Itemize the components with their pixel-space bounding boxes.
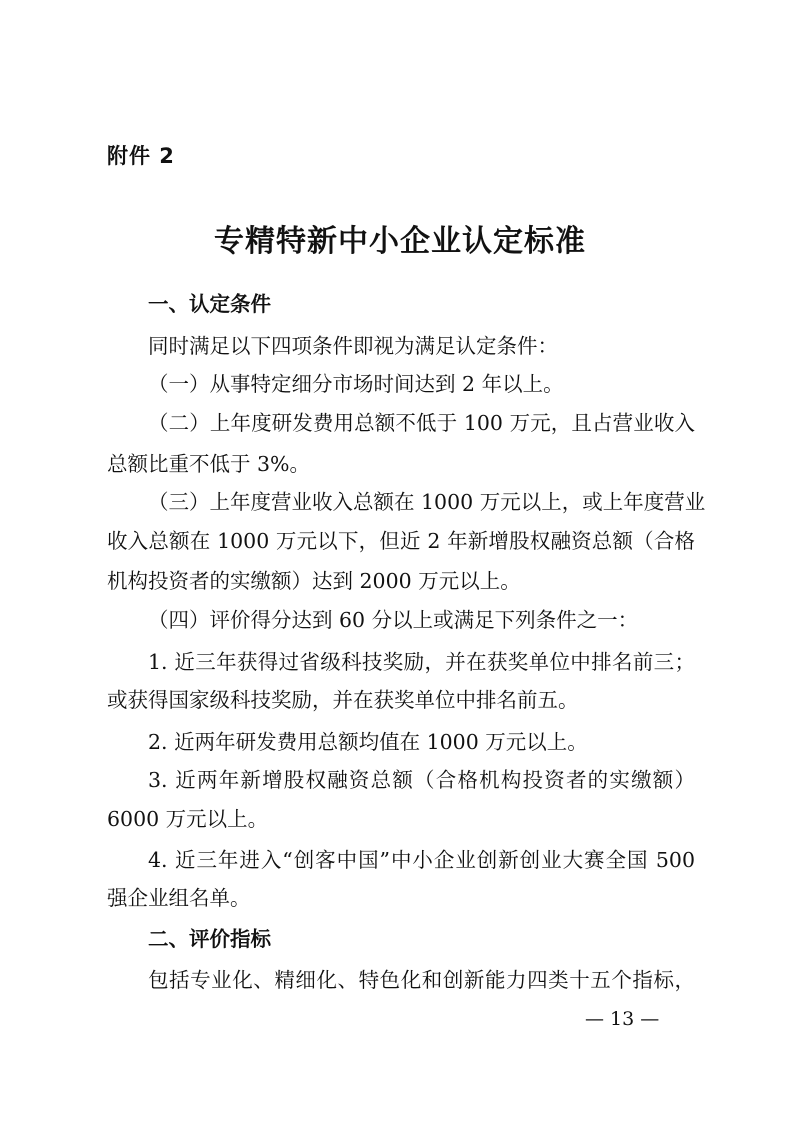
condition-4: （四）评价得分达到 60 分以上或满足下列条件之一：	[148, 608, 639, 632]
condition-2-line-2: 总额比重不低于 3%。	[107, 452, 311, 476]
sub-condition-1-line-1: 1. 近三年获得过省级科技奖励，并在获奖单位中排名前三；	[148, 650, 695, 674]
section-heading-indicators: 二、评价指标	[148, 927, 271, 951]
sub-condition-3-line-2: 6000 万元以上。	[107, 807, 269, 831]
attachment-label: 附件 2	[107, 144, 175, 168]
condition-3-line-1: （三）上年度营业收入总额在 1000 万元以上，或上年度营业	[148, 490, 706, 514]
sub-condition-2: 2. 近两年研发费用总额均值在 1000 万元以上。	[148, 730, 588, 754]
sub-condition-4-line-2: 强企业组名单。	[107, 886, 251, 910]
sub-condition-3-line-1: 3. 近两年新增股权融资总额（合格机构投资者的实缴额）	[148, 768, 695, 792]
section-heading-criteria: 一、认定条件	[148, 292, 271, 316]
page-number: — 13 —	[585, 1008, 660, 1030]
condition-2-line-1: （二）上年度研发费用总额不低于 100 万元，且占营业收入	[148, 411, 695, 435]
condition-1: （一）从事特定细分市场时间达到 2 年以上。	[148, 372, 564, 396]
condition-3-line-2: 收入总额在 1000 万元以下，但近 2 年新增股权融资总额（合格	[107, 529, 695, 553]
criteria-intro: 同时满足以下四项条件即视为满足认定条件：	[148, 334, 558, 358]
sub-condition-1-line-2: 或获得国家级科技奖励，并在获奖单位中排名前五。	[107, 688, 579, 712]
document-title: 专精特新中小企业认定标准	[214, 224, 586, 259]
condition-3-line-3: 机构投资者的实缴额）达到 2000 万元以上。	[107, 569, 521, 593]
indicators-line-1: 包括专业化、精细化、特色化和创新能力四类十五个指标，	[148, 968, 695, 992]
sub-condition-4-line-1: 4. 近三年进入“创客中国”中小企业创新创业大赛全国 500	[148, 848, 695, 872]
